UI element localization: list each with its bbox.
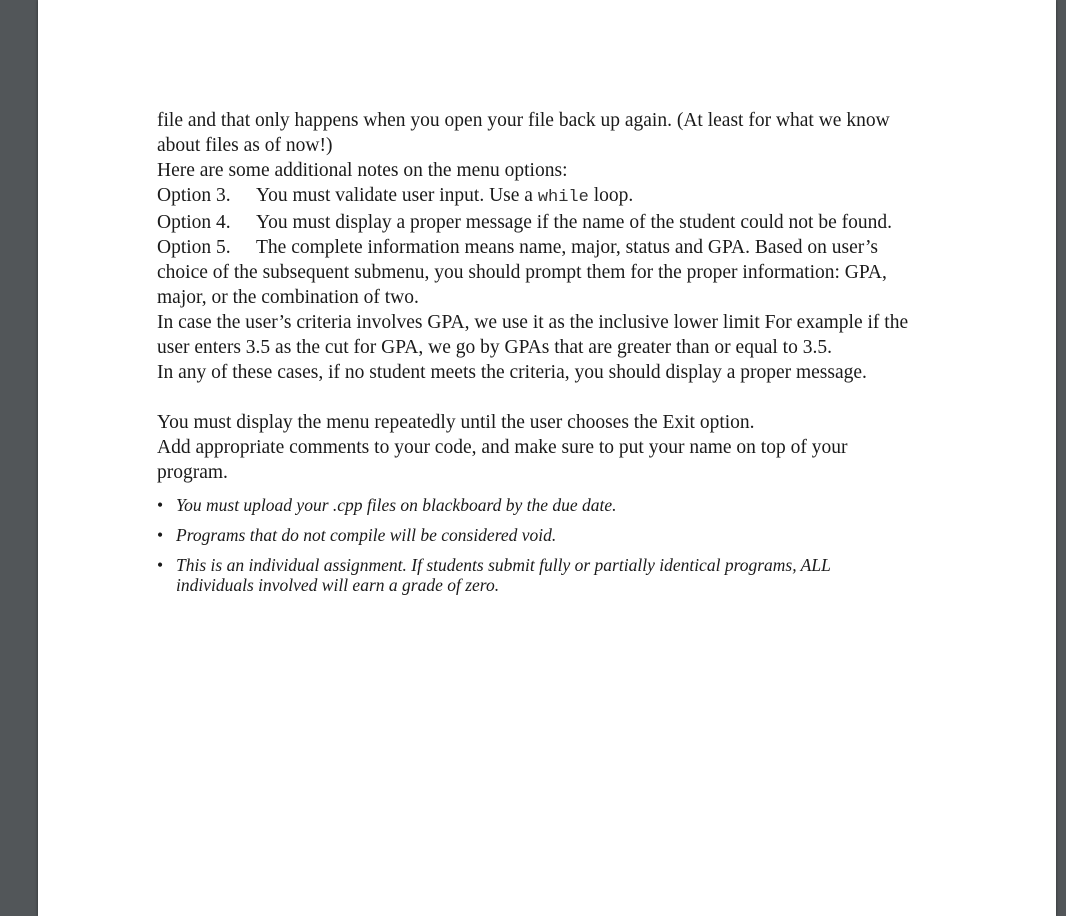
list-item: [157, 525, 947, 545]
paragraph-spacer: [157, 385, 947, 410]
paragraph-line: Add appropriate comments to your code, and make sure to put your name on top of your: [157, 437, 848, 458]
note-text: You must upload your .cpp files on blackboard by the due date.: [176, 495, 617, 515]
note-text: This is an individual assignment. If students submit fully or partially identical programs, ALL: [176, 555, 831, 575]
paragraph-line: program.: [157, 462, 228, 483]
list-item: [157, 555, 947, 595]
option-label: Option 3.: [157, 185, 231, 206]
bullet-icon: •: [157, 525, 164, 545]
paragraph-line: user enters 3.5 as the cut for GPA, we go by GPAs that are greater than or equal to 3.5.: [157, 337, 832, 358]
option-label: Option 4.: [157, 212, 231, 233]
code-keyword: while: [537, 188, 589, 207]
note-text: individuals involved will earn a grade of zero.: [176, 575, 500, 595]
bullet-icon: •: [157, 555, 164, 575]
paragraph-line: Here are some additional notes on the menu options:: [157, 160, 568, 181]
bullet-icon: •: [157, 495, 164, 515]
note-text: Programs that do not compile will be considered void.: [176, 525, 557, 545]
option-4-line: [157, 210, 947, 235]
paragraph-line: major, or the combination of two.: [157, 287, 419, 308]
paragraph-line: about files as of now!): [157, 135, 333, 156]
paragraph-line: In any of these cases, if no student meets the criteria, you should display a proper message.: [157, 362, 867, 383]
option-label: Option 5.: [157, 237, 231, 258]
option-text: loop.: [588, 185, 634, 206]
option-5-line: [157, 235, 947, 260]
paragraph-line: file and that only happens when you open your file back up again. (At least for what we know: [157, 110, 890, 131]
paragraph-line: In case the user’s criteria involves GPA, we use it as the inclusive lower limit For example if the: [157, 312, 909, 333]
page-content: [157, 108, 947, 605]
document-page: [38, 0, 1056, 916]
option-text: The complete information means name, major, status and GPA. Based on user’s: [256, 237, 879, 258]
option-3-line: [157, 183, 947, 210]
option-text: You must validate user input. Use a: [256, 185, 538, 206]
paragraph-line: choice of the subsequent submenu, you should prompt them for the proper information: GPA,: [157, 262, 887, 283]
list-item: [157, 495, 947, 515]
paragraph-line: You must display the menu repeatedly until the user chooses the Exit option.: [157, 412, 755, 433]
notes-list: [157, 495, 947, 595]
option-text: You must display a proper message if the name of the student could not be found.: [256, 212, 892, 233]
